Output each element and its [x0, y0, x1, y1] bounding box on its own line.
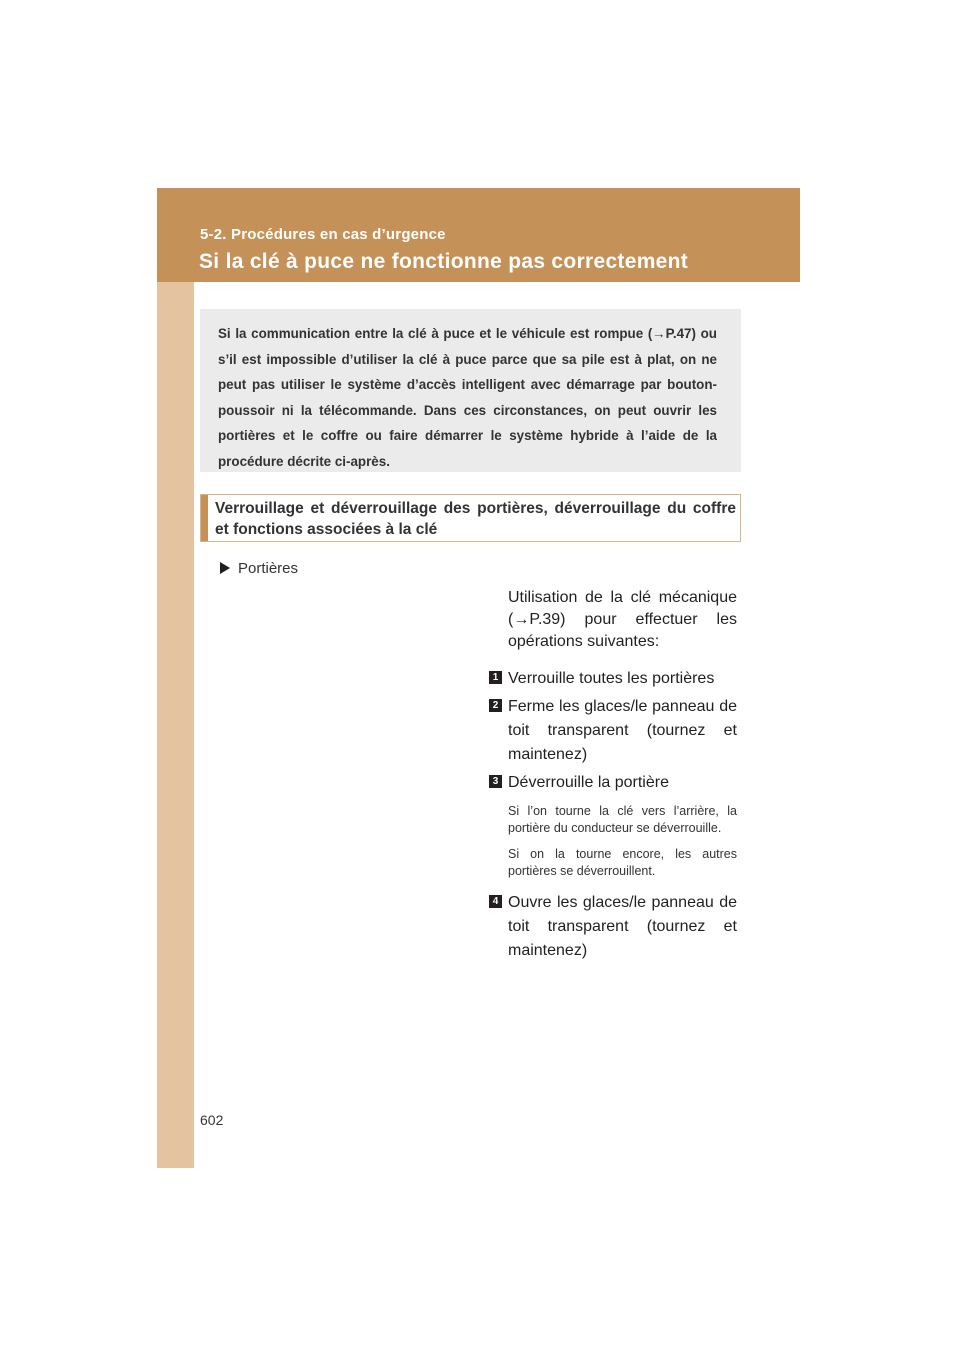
step-4	[492, 891, 737, 963]
section-label: 5-2. Procédures en cas d’urgence	[200, 226, 446, 243]
step-3	[492, 771, 737, 795]
intro-box	[200, 309, 741, 472]
note-text: Si l’on tourne la clé vers l’arrière, la portière du conducteur se déverrouille.	[508, 804, 737, 835]
page-title: Si la clé à puce ne fonctionne pas correctement	[199, 250, 689, 273]
bullet-label: Portières	[238, 560, 299, 577]
subsection-accent-bar	[201, 495, 208, 541]
lead-paragraph: Utilisation de la clé mécanique (→P.39) pour effectuer les opérations suivantes:	[508, 589, 737, 650]
intro-text: Si la communication entre la clé à puce et le véhicule est rompue (→P.47) ou s’il est impossible d’utiliser la clé à puce parce que sa pile est à plat, on ne peut pas utiliser le système d’accès intelligent avec démarrage par bouton-poussoir ni la télécommande. Dans ces circonstances, on peut ouvrir les portières et le coffre ou faire démarrer le système hybride à l’aide de la procédure décrite ci-après.	[218, 326, 717, 469]
bullet-heading	[220, 560, 298, 577]
step-text: Déverrouille la portière	[508, 774, 669, 791]
page-sidebar-strip	[157, 188, 194, 1168]
instructions-column	[492, 587, 737, 963]
triangle-bullet-icon	[220, 562, 230, 574]
step-1	[492, 667, 737, 691]
step-number-icon: 2	[489, 699, 502, 712]
step-number-icon: 1	[489, 671, 502, 684]
step-text: Ferme les glaces/le panneau de toit transparent (tournez et maintenez)	[508, 698, 737, 763]
step-number-icon: 3	[489, 775, 502, 788]
subsection-heading	[200, 494, 741, 542]
step-text: Ouvre les glaces/le panneau de toit transparent (tournez et maintenez)	[508, 894, 737, 959]
page-number: 602	[200, 1112, 224, 1128]
step-2	[492, 695, 737, 767]
note-text: Si on la tourne encore, les autres portières se déverrouillent.	[508, 847, 737, 878]
subsection-title: Verrouillage et déverrouillage des portières, déverrouillage du coffre et fonctions associées à la clé	[215, 500, 736, 538]
step-text: Verrouille toutes les portières	[508, 670, 715, 687]
step-number-icon: 4	[489, 895, 502, 908]
